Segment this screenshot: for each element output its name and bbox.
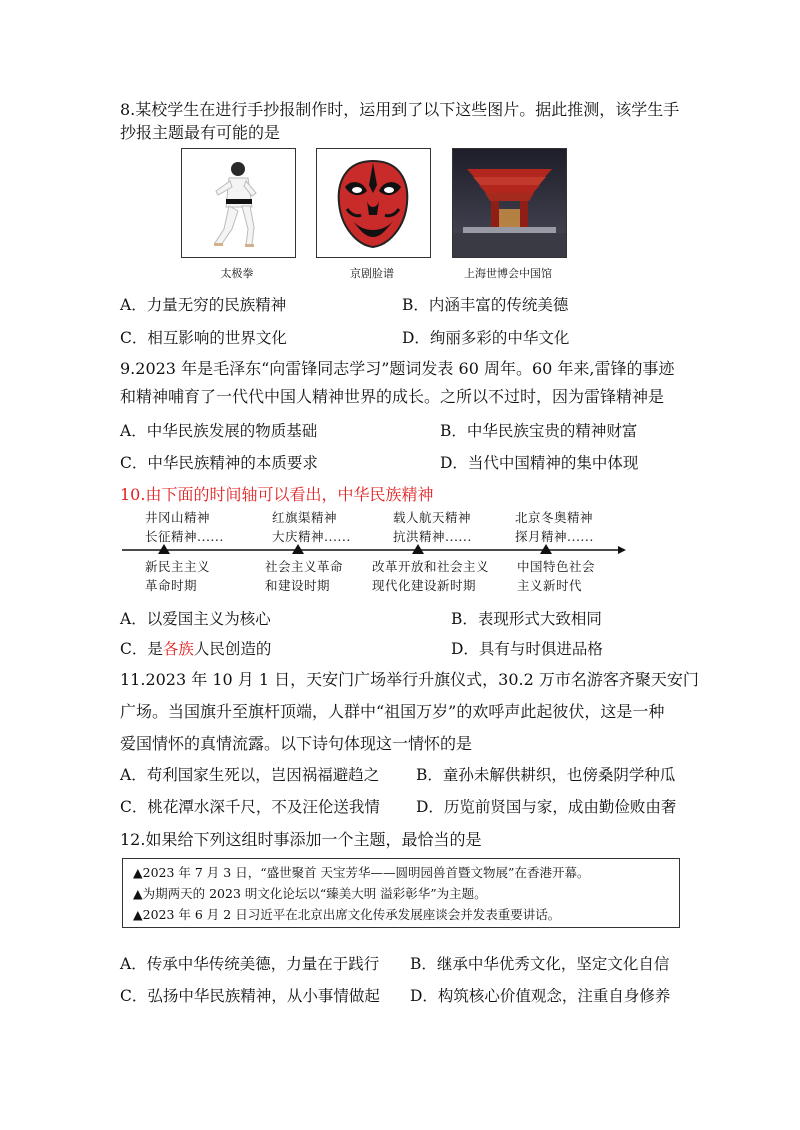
timeline-bottom-3-line2: 现代化建设新时期 — [372, 578, 477, 593]
q8-option-d: D．绚丽多彩的中华文化 — [402, 329, 570, 347]
q10-option-d: D．具有与时俱进品格 — [451, 640, 603, 658]
news-item-2: ▲为期两天的 2023 明文化论坛以“臻美大明 溢彩彰华”为主题。 — [133, 886, 487, 901]
pavilion-icon — [453, 149, 566, 257]
q11-option-d: D．历览前贤国与家，成由勤俭败由奢 — [416, 798, 677, 816]
q8-option-c: C．相互影响的世界文化 — [120, 329, 287, 347]
timeline-bottom-4-line1: 中国特色社会 — [517, 559, 596, 574]
timeline-bottom-1-line2: 革命时期 — [145, 578, 198, 593]
q9-option-b: B．中华民族宝贵的精神财富 — [440, 422, 638, 440]
q10-option-c — [120, 637, 271, 659]
timeline-top-4-line1: 北京冬奥精神 — [515, 510, 594, 525]
timeline-top-2-line1: 红旗渠精神 — [272, 510, 338, 525]
timeline-bottom-4-line2: 主义新时代 — [517, 578, 583, 593]
timeline-top-1-line2: 长征精神...... — [145, 529, 224, 544]
q12-option-c: C．弘扬中华民族精神，从小事情做起 — [120, 987, 380, 1005]
q11-stem-line1: 11.2023 年 10 月 1 日，天安门广场举行升旗仪式，30.2 万市名游客齐聚天安门 — [120, 670, 699, 689]
news-item-3: ▲2023 年 6 月 2 日习近平在北京出席文化传承发展座谈会并发表重要讲话。 — [133, 907, 561, 922]
opera-mask-icon — [317, 149, 430, 257]
timeline-top-3-line1: 载人航天精神 — [393, 510, 472, 525]
china-pavilion-image — [452, 148, 567, 258]
news-item-1: ▲2023 年 7 月 3 日，“盛世聚首 天宝芳华——圆明园兽首暨文物展”在香港开幕。 — [133, 865, 590, 880]
q10-option-a: A．以爱国主义为核心 — [120, 610, 271, 628]
timeline-top-1-line1: 井冈山精神 — [145, 510, 211, 525]
q12-option-d: D．构筑核心价值观念，注重自身修养 — [410, 987, 671, 1005]
q11-stem-line3: 爱国情怀的真情流露。以下诗句体现这一情怀的是 — [120, 734, 473, 753]
q9-option-c: C．中华民族精神的本质要求 — [120, 454, 318, 472]
q10-option-c-highlight: 各族 — [162, 640, 194, 658]
q8-option-a: A．力量无穷的民族精神 — [120, 296, 287, 314]
q9-option-d: D．当代中国精神的集中体现 — [440, 454, 639, 472]
timeline-bottom-2-line1: 社会主义革命 — [265, 559, 344, 574]
q10-option-c-suffix: 人民创造的 — [193, 640, 272, 658]
q9-stem-line1: 9.2023 年是毛泽东“向雷锋同志学习”题词发表 60 周年。60 年来,雷锋的事迹 — [120, 359, 675, 378]
q12-stem: 12.如果给下列这组时事添加一个主题，最恰当的是 — [120, 830, 482, 849]
q11-option-c: C．桃花潭水深千尺，不及汪伦送我情 — [120, 798, 380, 816]
caption-china-pavilion: 上海世博会中国馆 — [464, 267, 552, 280]
q11-option-a: A．苟利国家生死以，岂因祸福避趋之 — [120, 766, 380, 784]
q8-stem-line1: 8.某校学生在进行手抄报制作时，运用到了以下这些图片。据此推测，该学生手 — [120, 100, 680, 119]
timeline-top-4-line2: 探月精神...... — [515, 529, 594, 544]
timeline-top-3-line2: 抗洪精神...... — [393, 529, 472, 544]
q9-stem-line2: 和精神哺育了一代代中国人精神世界的成长。之所以不过时，因为雷锋精神是 — [120, 387, 665, 406]
caption-opera-mask: 京剧脸谱 — [350, 267, 394, 280]
timeline-bottom-2-line2: 和建设时期 — [265, 578, 331, 593]
q12-option-b: B．继承中华优秀文化，坚定文化自信 — [410, 955, 670, 973]
q12-option-a: A．传承中华传统美德，力量在于践行 — [120, 955, 380, 973]
q10-stem: 10.由下面的时间轴可以看出，中华民族精神 — [120, 485, 434, 504]
timeline-bottom-3-line1: 改革开放和社会主义 — [372, 559, 490, 574]
q11-stem-line2: 广场。当国旗升至旗杆顶端，人群中“祖国万岁”的欢呼声此起彼伏，这是一种 — [120, 702, 665, 721]
caption-taiji: 太极拳 — [220, 267, 254, 280]
q8-stem-line2: 抄报主题最有可能的是 — [120, 123, 281, 142]
q10-option-b: B．表现形式大致相同 — [451, 610, 602, 628]
q9-option-a: A．中华民族发展的物质基础 — [120, 422, 318, 440]
timeline-bottom-1-line1: 新民主主义 — [145, 559, 211, 574]
q11-option-b: B．童孙未解供耕织，也傍桑阴学种瓜 — [416, 766, 676, 784]
taiji-image — [181, 148, 296, 258]
opera-mask-image — [316, 148, 431, 258]
q8-option-b: B．内涵丰富的传统美德 — [402, 296, 569, 314]
taiji-figure-icon — [182, 149, 295, 257]
news-box — [122, 858, 680, 928]
q10-option-c-prefix: C．是 — [120, 640, 163, 658]
timeline-top-2-line2: 大庆精神...... — [272, 529, 351, 544]
